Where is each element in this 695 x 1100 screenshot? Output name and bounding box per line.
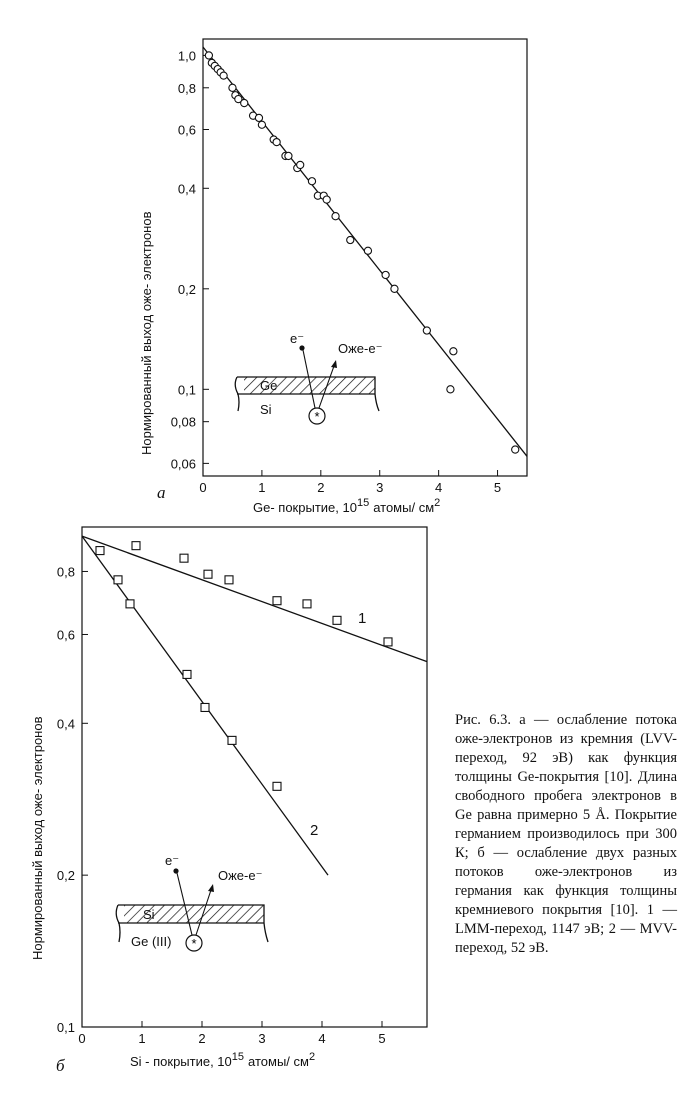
- chart-b-series-1-data-point: [132, 542, 140, 550]
- chart-a-y-tick-label: 0,06: [170, 456, 196, 472]
- chart-b-x-tick-label: 1: [138, 1031, 146, 1046]
- chart-a-frame: [203, 39, 527, 476]
- chart-b-series-1-data-point: [273, 597, 281, 605]
- chart-a-y-tick-label: 0,8: [177, 80, 196, 96]
- chart-b-y-tick-label: 0,8: [56, 564, 75, 580]
- chart-b-series-1-data-point: [180, 554, 188, 562]
- chart-b-series-2-data-point: [273, 782, 281, 790]
- chart-a-y-tick-label: 0,6: [177, 122, 196, 138]
- chart-a-inset-auger-label: Оже-е⁻: [338, 341, 383, 356]
- chart-b-panel-label: б: [56, 1056, 65, 1075]
- chart-a-ylabel: Нормированный выход оже- электронов: [139, 211, 154, 455]
- chart-a-data-point: [364, 247, 371, 254]
- chart-a-data-point: [255, 114, 262, 121]
- chart-a-data-point: [258, 121, 265, 128]
- chart-a-inset-source-star-icon: *: [314, 409, 320, 424]
- chart-b-series-1-label: 1: [358, 610, 367, 627]
- chart-a-x-tick-label: 5: [493, 480, 502, 495]
- chart-a-x-tick-label: 2: [317, 480, 325, 495]
- chart-a-xlabel: Ge- покрытие, $10^{15}$ атомы/ $см^2$: [253, 497, 441, 515]
- chart-a-y-tick-label: 0,1: [177, 382, 196, 398]
- chart-a-data-point: [220, 72, 227, 79]
- chart-b-inset-auger-label: Оже-е⁻: [218, 868, 263, 883]
- figure-caption: Рис. 6.3. а — ослабление потока оже-электронов из кремния (LVV-переход, 92 эВ) как функция толщины Ge-покрытия [10]. Длина свободного пробега электронов в Ge равна примерно 5 Å. Покрытие германием производилось при 300 К; б — ослабление двух разных потоков оже-электронов из германия как функция толщины кремниевого покрытия [10]. 1 — LMM-переход, 1147 эВ; 2 — MVV-переход, 52 эВ.: [455, 712, 677, 956]
- chart-a-y-tick-label: 0,08: [170, 414, 196, 430]
- chart-b-y-tick-label: 0,1: [56, 1020, 75, 1035]
- chart-a-data-point: [308, 178, 315, 185]
- chart-a-inset-auger-arrow-icon: [331, 360, 337, 368]
- chart-b-series-2-data-point: [183, 670, 191, 678]
- chart-a-inset-electron-dot-icon: [299, 345, 304, 350]
- chart-b-x-tick-label: 2: [198, 1031, 206, 1046]
- chart-b-x-tick-label: 3: [258, 1031, 266, 1046]
- chart-b: [30, 527, 427, 1075]
- chart-b-series-1-data-point: [225, 576, 233, 584]
- chart-a-data-point: [423, 327, 430, 334]
- chart-a-inset: [235, 331, 382, 424]
- chart-a-data-point: [512, 446, 519, 453]
- chart-b-x-tick-label: 5: [378, 1031, 386, 1046]
- chart-a-x-tick-label: 0: [199, 480, 207, 495]
- chart-a-data-point: [382, 271, 389, 278]
- chart-b-inset-auger-arrow-icon: [208, 884, 214, 892]
- chart-b-y-tick-label: 0,6: [56, 627, 75, 643]
- chart-a-data-point: [391, 285, 398, 292]
- chart-b-inset-top-layer-label: Si: [143, 907, 155, 922]
- chart-a-data-point: [297, 161, 304, 168]
- chart-b-series-2-data-point: [114, 576, 122, 584]
- chart-a-x-tick-label: 3: [376, 480, 384, 495]
- chart-b-inset-electron-label: e⁻: [165, 853, 180, 868]
- chart-a-data-point: [332, 213, 339, 220]
- chart-b-ylabel: Нормированный выход оже- электронов: [30, 716, 45, 960]
- chart-a-inset-top-layer-label: Ge: [260, 378, 278, 393]
- chart-a-data-point: [273, 139, 280, 146]
- chart-b-inset-electron-dot-icon: [173, 868, 178, 873]
- chart-b-y-tick-label: 0,4: [56, 716, 75, 732]
- chart-a-data-point: [323, 196, 330, 203]
- chart-b-series-2-data-point: [201, 703, 209, 711]
- chart-a-data-point: [285, 152, 292, 159]
- chart-a-x-tick-label: 4: [435, 480, 443, 495]
- chart-a-inset-substrate-label: Si: [260, 402, 272, 417]
- chart-a-data-point: [450, 348, 457, 355]
- chart-b-x-tick-label: 4: [318, 1031, 326, 1046]
- chart-b-fit-line-1: [82, 536, 427, 662]
- chart-b-inset-electron-path: [177, 873, 192, 935]
- chart-a-data-point: [241, 99, 248, 106]
- chart-a: [139, 39, 527, 515]
- chart-a-y-tick-label: 1,0: [177, 48, 196, 64]
- chart-b-series-2-label: 2: [310, 822, 319, 839]
- chart-a-data-point: [205, 52, 212, 59]
- chart-a-x-tick-label: 1: [258, 480, 266, 495]
- chart-b-y-tick-label: 0,2: [56, 868, 75, 884]
- chart-a-panel-label: а: [157, 483, 166, 502]
- chart-b-series-1-data-point: [204, 570, 212, 578]
- chart-b-series-2-data-point: [126, 600, 134, 608]
- chart-a-y-tick-label: 0,4: [177, 181, 196, 197]
- chart-b-series-1-data-point: [303, 600, 311, 608]
- chart-b-series-1-data-point: [96, 547, 104, 555]
- chart-b-x-tick-label: 0: [78, 1031, 86, 1046]
- chart-a-data-point: [447, 386, 454, 393]
- chart-b-series-1-data-point: [333, 616, 341, 624]
- chart-b-series-1-data-point: [384, 638, 392, 646]
- chart-a-data-point: [229, 84, 236, 91]
- chart-b-series-2-data-point: [228, 736, 236, 744]
- chart-b-inset: [116, 853, 268, 951]
- chart-b-inset-source-star-icon: *: [191, 936, 197, 951]
- chart-a-inset-electron-label: e⁻: [290, 331, 305, 346]
- chart-b-xlabel: Si - покрытие, $10^{15}$ атомы/ $см^2$: [130, 1051, 316, 1069]
- chart-a-data-point: [347, 236, 354, 243]
- chart-b-inset-substrate-label: Ge (III): [131, 934, 172, 949]
- chart-a-y-tick-label: 0,2: [177, 281, 196, 297]
